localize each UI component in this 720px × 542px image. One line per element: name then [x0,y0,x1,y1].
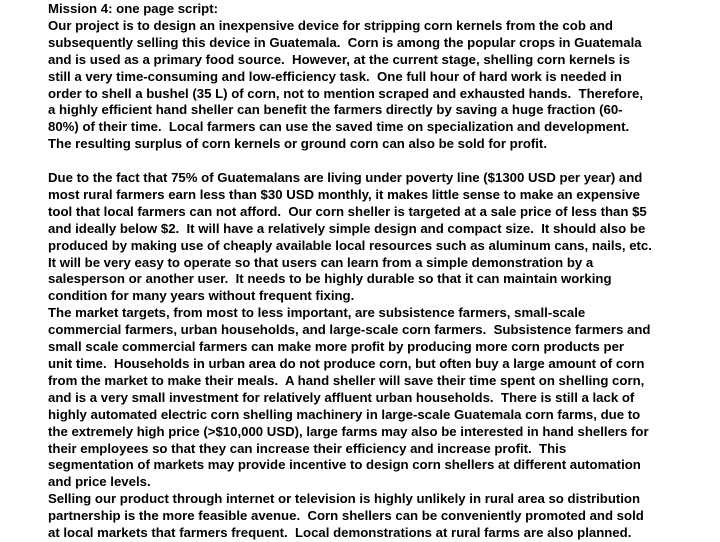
paragraph-project-overview [48,18,703,153]
paragraph-line: Our project is to design an inexpensive device for stripping corn kernels from the cob and [48,17,613,33]
paragraph-line: commercial farmers, urban households, and large-scale corn farmers. Subsistence farmers and [48,322,651,338]
paragraph-line: from the market to make their meals. A hand sheller will save their time spent on shelling corn, [48,372,645,388]
paragraph-line: at local markets that farmers frequent. Local demonstrations at rural farms are also planned. [48,525,632,541]
paragraph-distribution [48,491,703,542]
paragraph-line: segmentation of markets may provide incentive to design corn shellers at different automation [48,457,641,473]
paragraph-line: produced by making use of cheaply available local resources such as aluminum cans, nails, etc. [48,237,652,253]
paragraph-pricing-design [48,170,703,305]
paragraph-line: It will be very easy to operate so that users can learn from a simple demonstration by a [48,254,594,270]
paragraph-line: and ideally below $2. It will have a relatively simple design and compact size. It should also be [48,220,646,236]
paragraph-line: their employees so that they can increase their efficiency and increase profit. This [48,440,567,456]
paragraph-line: order to shell a bushel (35 L) of corn, not to mention scraped and exhausted hands. Therefore, [48,85,643,101]
paragraph-line: Due to the fact that 75% of Guatemalans are living under poverty line ($1300 USD per year) and [48,170,643,186]
paragraph-line: still a very time-consuming and low-efficiency task. One full hour of hard work is needed in [48,68,622,84]
document-heading: Mission 4: one page script: [48,1,219,16]
paragraph-line: and price levels. [48,474,151,490]
paragraph-line: and is used as a primary food source. However, at the current stage, shelling corn kernels is [48,51,630,67]
paragraph-line: small scale commercial farmers can make more profit by producing more corn products per [48,339,625,355]
paragraph-line: subsequently selling this device in Guatemala. Corn is among the popular crops in Guatemala [48,34,642,50]
paragraph-line: and is a very small investment for relatively affluent urban households. There is still a lack of [48,389,635,405]
paragraph-line: a highly efficient hand sheller can benefit the farmers directly by saving a huge fraction (60- [48,102,623,118]
paragraph-line: 80%) of their time. Local farmers can use the saved time on specialization and development. [48,119,630,135]
paragraph-market-targets [48,305,703,491]
paragraph-line: The resulting surplus of corn kernels or ground corn can also be sold for profit. [48,136,547,152]
paragraph-line: Selling our product through internet or television is highly unlikely in rural area so distribution [48,491,641,507]
paragraph-line: the extremely high price (>$10,000 USD), large farms may also be interested in hand shellers for [48,423,649,439]
paragraph-line: salesperson or another user. It needs to be highly durable so that it can maintain working [48,271,612,287]
paragraph-line: tool that local farmers can not afford. Our corn sheller is targeted at a sale price of less than $5 [48,203,647,219]
paragraph-line: unit time. Households in urban area do not produce corn, but often buy a large amount of corn [48,356,645,372]
paragraph-spacer [48,153,703,170]
paragraph-line: The market targets, from most to less important, are subsistence farmers, small-scale [48,305,586,321]
paragraph-line: partnership is the more feasible avenue. Corn shellers can be conveniently promoted and sold [48,508,644,524]
document-page [48,1,703,542]
paragraph-line: condition for many years without frequent fixing. [48,288,355,304]
paragraph-line: most rural farmers earn less than $30 USD monthly, it makes little sense to make an expensive [48,186,640,202]
paragraph-line: highly automated electric corn shelling machinery in large-scale Guatemala corn farms, due to [48,406,641,422]
